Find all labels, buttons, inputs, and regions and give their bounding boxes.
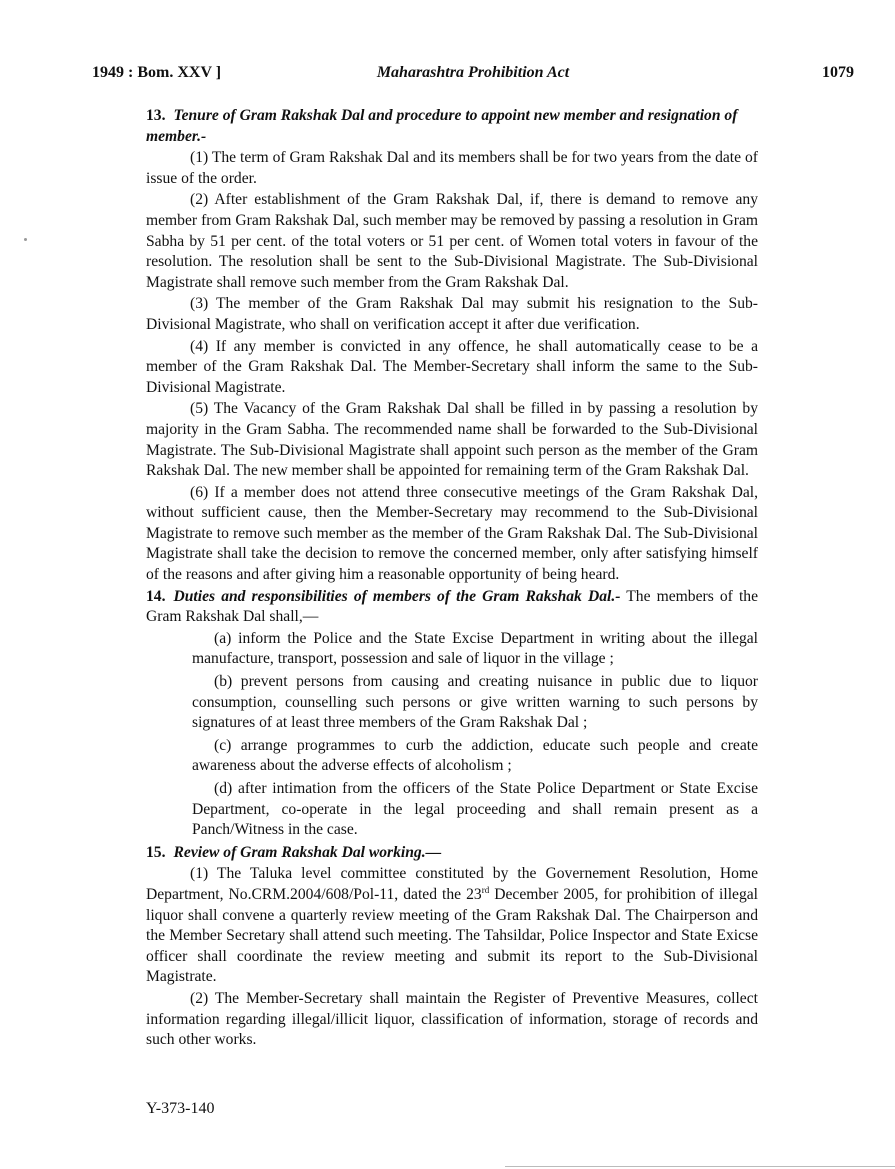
para-text: December 2005, for prohibition of illegal liquor shall convene a quarterly review meeting of the Gram Rakshak Dal. The Chairperson and the Member Secretary shall attend such meeting. The Tahsildar, Police Inspector and State Exicse officer shall coordinate the review meeting and submit its report to the Sub-Divisional Magistrate. (146, 885, 758, 986)
page-body (146, 106, 758, 1052)
section-number: 13. (146, 107, 166, 124)
section-14-intro: The members of the Gram Rakshak Dal shall,— (146, 587, 759, 626)
section-13-para-5: (5) The Vacancy of the Gram Rakshak Dal shall be filled in by passing a resolution by majority in the Gram Sabha. The recommended name shall be forwarded to the Sub-Divisional Magistrate. The Sub-Divisional Magistrate shall appoint such person as the member of the Gram Rakshak Dal. The new member shall be appointed for remaining term of the Gram Rakshak Dal. (146, 400, 758, 480)
section-15-para-2: (2) The Member-Secretary shall maintain the Register of Preventive Measures, collect information regarding illegal/illicit liquor, classification of information, storage of records and such other works. (146, 989, 758, 1049)
para-text: (1) The Taluka level committee constituted by the Governement Resolution, Home Department, No.CRM.2004/608/Pol-11, dated the 23 (146, 865, 758, 903)
section-number: 14. (146, 587, 166, 605)
section-title: Tenure of Gram Rakshak Dal and procedure to appoint new member and resignation of member.- (146, 107, 738, 145)
section-14-heading (146, 587, 758, 628)
section-title: Duties and responsibilities of members of the Gram Rakshak Dal.- (173, 587, 621, 605)
section-14-clauses (146, 629, 758, 841)
section-13-para-3: (3) The member of the Gram Rakshak Dal may submit his resignation to the Sub-Divisional Magistrate, who shall on verification accept it after due verification. (146, 295, 758, 333)
section-title: Review of Gram Rakshak Dal working.— (173, 843, 442, 861)
page-number: 1079 (822, 64, 854, 81)
section-15-heading (146, 843, 758, 864)
section-number: 15. (146, 843, 166, 861)
section-13-heading (146, 106, 758, 147)
clause-c: (c) arrange programmes to curb the addiction, educate such people and create awareness about the adverse effects of alcoholism ; (192, 736, 758, 775)
header-act-title: Maharashtra Prohibition Act (376, 64, 570, 81)
header-citation: 1949 : Bom. XXV ] (92, 64, 222, 81)
ordinal-suffix: rd (481, 884, 490, 895)
running-header (92, 64, 854, 88)
clause-a: (a) inform the Police and the State Excise Department in writing about the illegal manufacture, transport, possession and sale of liquor in the village ; (192, 629, 758, 668)
clause-b: (b) prevent persons from causing and creating nuisance in public due to liquor consumption, counselling such persons or give written warning to such persons by signatures of at least three members of the Gram Rakshak Dal ; (192, 673, 758, 732)
scan-speck (24, 238, 27, 241)
section-15-para-1 (146, 864, 758, 988)
section-13-para-1: (1) The term of Gram Rakshak Dal and its members shall be for two years from the date of issue of the order. (146, 149, 758, 187)
print-code: Y-373-140 (146, 1100, 215, 1117)
scan-edge-line (505, 1166, 895, 1167)
section-13-para-4: (4) If any member is convicted in any offence, he shall automatically cease to be a member of the Gram Rakshak Dal. The Member-Secretary shall inform the same to the Sub-Divisional Magistrate. (146, 337, 758, 396)
section-13-para-6: (6) If a member does not attend three consecutive meetings of the Gram Rakshak Dal, without sufficient cause, then the Member-Secretary may recommend to the Sub-Divisional Magistrate to remove such member as the member of the Gram Rakshak Dal. The Sub-Divisional Magistrate shall take the decision to remove the concerned member, only after satisfying himself of the reasons and after giving him a reasonable opportunity of being heard. (146, 483, 758, 584)
section-13-para-2: (2) After establishment of the Gram Rakshak Dal, if, there is demand to remove any member from Gram Rakshak Dal, such member may be removed by passing a resolution in Gram Sabha by 51 per cent. of the total voters or 51 per cent. of Women total voters in favour of the resolution. The resolution shall be sent to the Sub-Divisional Magistrate. The Sub-Divisional Magistrate shall remove such member from the Gram Rakshak Dal. (146, 191, 758, 291)
clause-d: (d) after intimation from the officers of the State Police Department or State Excise Department, co-operate in the legal proceeding and shall remain present as a Panch/Witness in the case. (192, 780, 758, 839)
